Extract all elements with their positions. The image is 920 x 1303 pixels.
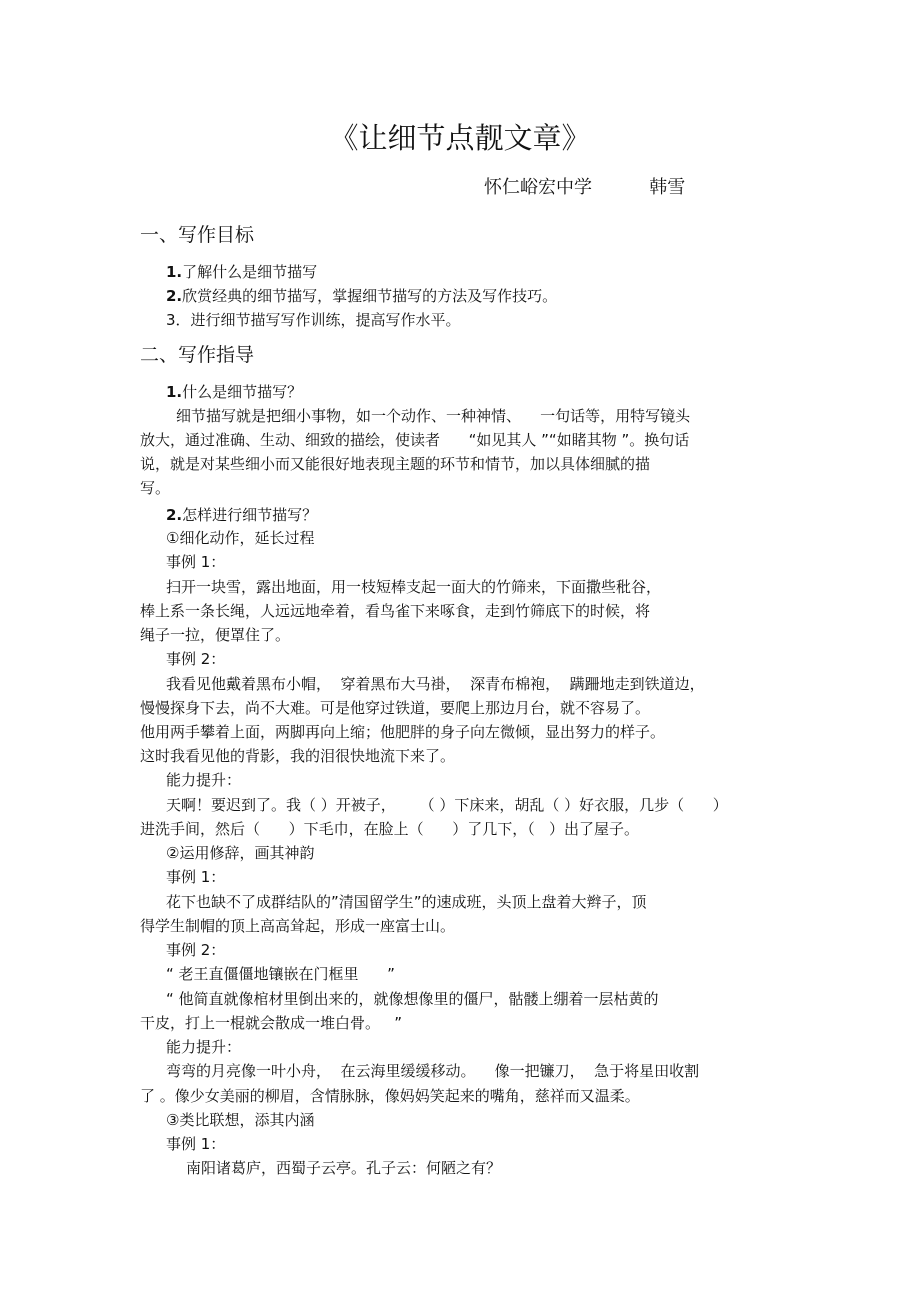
paragraph-line: 我看见他戴着黑布小帽， 穿着黑布大马褂， 深青布棉袍， 蹒跚地走到铁道边， bbox=[166, 675, 705, 693]
paragraph-line: 放大，通过准确、生动、细致的描绘，使读者 “如见其人 ”“如睹其物 ”。换句话 bbox=[140, 431, 690, 449]
fill-blank-line: 进洗手间，然后（ ）下毛巾，在脸上（ ）了几下，（ ）出了屋子。 bbox=[140, 820, 640, 838]
paragraph-line: “ 老王直僵僵地镶嵌在门框里 ” bbox=[166, 965, 395, 983]
paragraph-line: 扫开一块雪，露出地面，用一枝短棒支起一面大的竹筛来，下面撒些秕谷， bbox=[166, 578, 662, 596]
goal-item-2-text: 欣赏经典的细节描写，掌握细节描写的方法及写作技巧。 bbox=[182, 287, 558, 305]
goal-item-3: 3．进行细节描写写作训练，提高写作水平。 bbox=[166, 311, 461, 329]
paragraph-line: 棒上系一条长绳，人远远地牵着，看鸟雀下来啄食，走到竹筛底下的时候，将 bbox=[140, 602, 651, 620]
goal-item-2 bbox=[166, 286, 557, 306]
ability-label: 能力提升： bbox=[166, 1038, 242, 1056]
paragraph-line: 干皮，打上一棍就会散成一堆白骨。 ” bbox=[140, 1014, 403, 1032]
paragraph-line: “ 他简直就像棺材里倒出来的，就像想像里的僵尸，骷髅上绷着一层枯黄的 bbox=[166, 990, 659, 1008]
question-2-text: 怎样进行细节描写？ bbox=[182, 506, 318, 524]
goal-item-1-text: 了解什么是细节描写 bbox=[182, 263, 318, 281]
example-label: 事例 2： bbox=[166, 650, 226, 668]
question-1-number: 1. bbox=[166, 383, 183, 401]
paragraph-line: 花下也缺不了成群结队的”清国留学生”的速成班，头顶上盘着大辫子，顶 bbox=[166, 893, 647, 911]
paragraph-line: 他用两手攀着上面，两脚再向上缩；他肥胖的身子向左微倾，显出努力的样子。 bbox=[140, 723, 666, 741]
paragraph-line: 说，就是对某些细小而又能很好地表现主题的环节和情节，加以具体细腻的描 bbox=[140, 455, 651, 473]
question-1 bbox=[166, 382, 302, 402]
example-label: 事例 1： bbox=[166, 868, 226, 886]
section-heading-goals: 一、写作目标 bbox=[140, 224, 255, 246]
question-2-number: 2. bbox=[166, 506, 183, 524]
question-1-text: 什么是细节描写？ bbox=[182, 383, 303, 401]
method-heading-1: ①细化动作，延长过程 bbox=[166, 529, 315, 547]
paragraph-line: 了 。像少女美丽的柳眉，含情脉脉，像妈妈笑起来的嘴角，慈祥而又温柔。 bbox=[140, 1087, 640, 1105]
document-title: 《让细节点靓文章》 bbox=[329, 121, 591, 155]
method-heading-3: ③类比联想，添其内涵 bbox=[166, 1111, 315, 1129]
example-label: 事例 1： bbox=[166, 553, 226, 571]
section-heading-guidance: 二、写作指导 bbox=[140, 344, 255, 366]
example-label: 事例 2： bbox=[166, 941, 226, 959]
question-2 bbox=[166, 505, 317, 525]
paragraph-line: 弯弯的月亮像一叶小舟， 在云海里缓缓移动。 像一把镰刀， 急于将星田收割 bbox=[166, 1062, 700, 1080]
goal-item-2-number: 2. bbox=[166, 287, 183, 305]
paragraph-line: 南阳诸葛庐，西蜀子云亭。孔子云：何陋之有？ bbox=[186, 1159, 502, 1177]
ability-label: 能力提升： bbox=[166, 771, 242, 789]
method-heading-2: ②运用修辞，画其神韵 bbox=[166, 844, 315, 862]
example-label: 事例 1： bbox=[166, 1135, 226, 1153]
paragraph-line: 写。 bbox=[140, 479, 171, 497]
paragraph-line: 这时我看见他的背影，我的泪很快地流下来了。 bbox=[140, 747, 456, 765]
paragraph-line: 慢慢探身下去，尚不大难。可是他穿过铁道，要爬上那边月台，就不容易了。 bbox=[140, 699, 651, 717]
goal-item-1 bbox=[166, 262, 317, 282]
goal-item-1-number: 1. bbox=[166, 263, 183, 281]
fill-blank-line: 天啊！要迟到了。我（ ）开被子， （ ）下床来，胡乱（ ）好衣服，几步（ ） bbox=[166, 796, 728, 814]
author-line: 怀仁峪宏中学 韩雪 bbox=[484, 177, 686, 198]
paragraph-line: 细节描写就是把细小事物，如一个动作、一种神情、 一句话等，用特写镜头 bbox=[176, 407, 691, 425]
paragraph-line: 绳子一拉，便罩住了。 bbox=[140, 626, 291, 644]
paragraph-line: 得学生制帽的顶上高高耸起，形成一座富士山。 bbox=[140, 917, 456, 935]
